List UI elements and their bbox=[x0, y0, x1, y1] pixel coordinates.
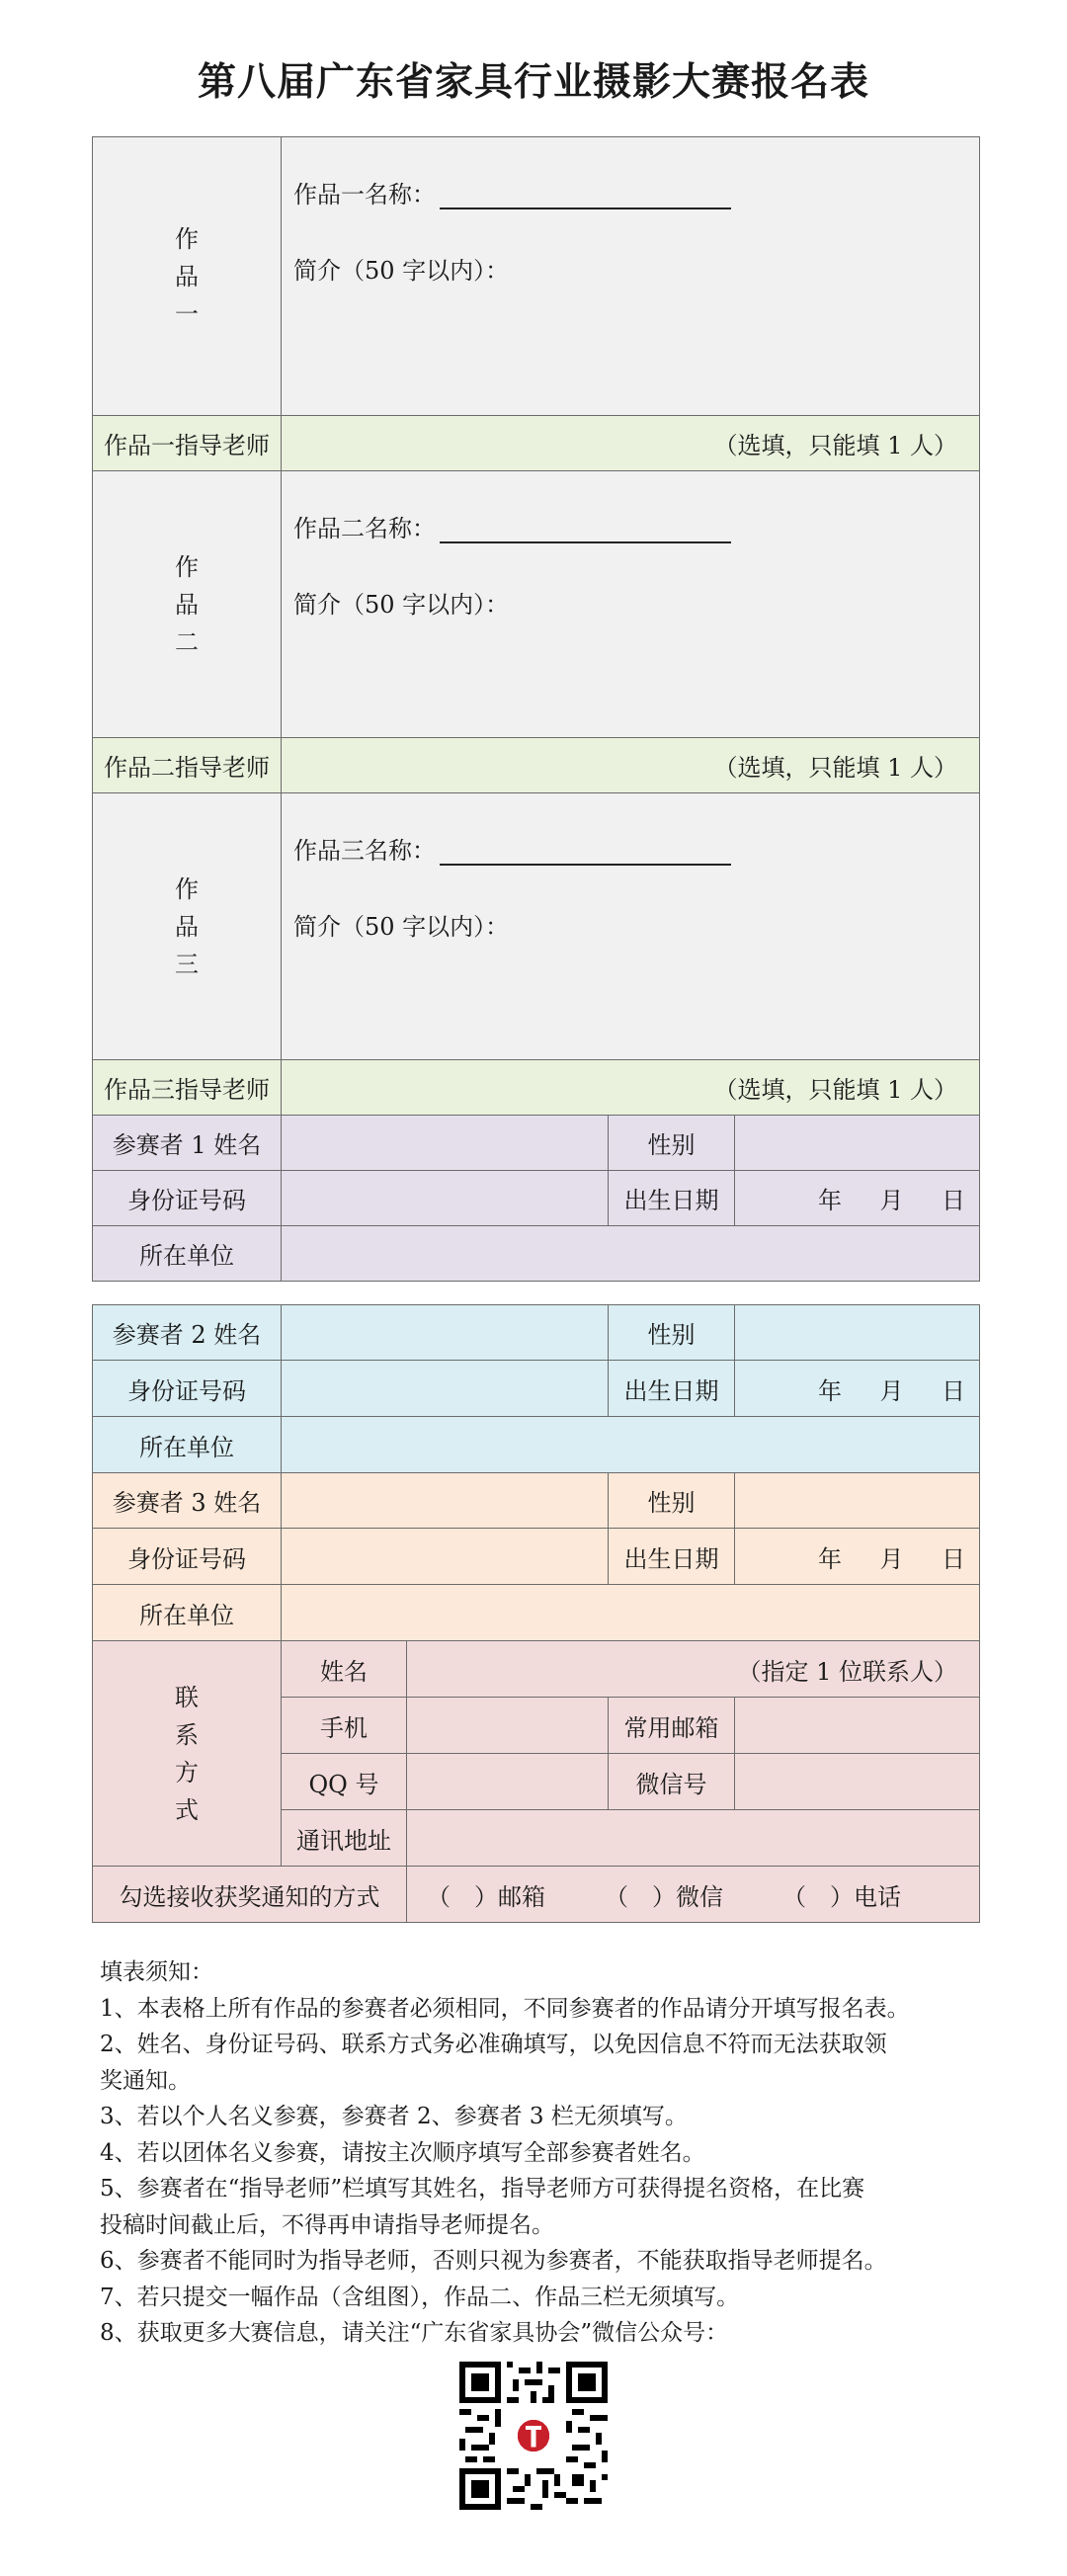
contact-qq-label: QQ 号 bbox=[282, 1754, 407, 1810]
p2-id-row bbox=[93, 1361, 980, 1417]
p1-name-row bbox=[93, 1116, 980, 1171]
p3-birth-label: 出生日期 bbox=[609, 1529, 735, 1585]
contact-wechat-label: 微信号 bbox=[609, 1754, 735, 1810]
notify-row bbox=[93, 1867, 980, 1923]
notify-email-option[interactable]: （ ）邮箱 bbox=[427, 1882, 545, 1911]
p2-birth-label: 出生日期 bbox=[609, 1361, 735, 1417]
teacher-label-2: 作品二指导老师 bbox=[93, 738, 282, 793]
teacher-input-3[interactable]: （选填，只能填 1 人） bbox=[282, 1060, 980, 1116]
p1-id-input[interactable] bbox=[282, 1171, 609, 1226]
p3-gender-input[interactable] bbox=[735, 1473, 980, 1529]
work-row-1 bbox=[93, 137, 980, 416]
notify-label: 勾选接收获奖通知的方式 bbox=[93, 1867, 407, 1923]
contact-qq-input[interactable] bbox=[407, 1754, 609, 1810]
note-item: 3、若以个人名义参赛，参赛者 2、参赛者 3 栏无须填写。 bbox=[100, 2104, 688, 2129]
contact-name-label: 姓名 bbox=[282, 1641, 407, 1698]
p1-unit-row bbox=[93, 1226, 980, 1282]
contact-phone-label: 手机 bbox=[282, 1698, 407, 1754]
work-3-name-input[interactable] bbox=[440, 842, 731, 866]
note-item: 奖通知。 bbox=[100, 2067, 191, 2094]
contact-phone-input[interactable] bbox=[407, 1698, 609, 1754]
notify-phone-option[interactable]: （ ）电话 bbox=[782, 1882, 901, 1911]
work-1-field[interactable] bbox=[282, 137, 980, 416]
contact-email-input[interactable] bbox=[735, 1698, 980, 1754]
contact-name-input[interactable]: （指定 1 位联系人） bbox=[407, 1641, 980, 1698]
p2-id-input[interactable] bbox=[282, 1361, 609, 1417]
p2-name-label: 参赛者 2 姓名 bbox=[93, 1305, 282, 1361]
work-2-field[interactable] bbox=[282, 471, 980, 738]
p1-id-label: 身份证号码 bbox=[93, 1171, 282, 1226]
page-title: 第八届广东省家具行业摄影大赛报名表 bbox=[197, 59, 869, 105]
p3-name-label: 参赛者 3 姓名 bbox=[93, 1473, 282, 1529]
p2-name-input[interactable] bbox=[282, 1305, 609, 1361]
note-item: 1、本表格上所有作品的参赛者必须相同，不同参赛者的作品请分开填写报名表。 bbox=[100, 1995, 910, 2022]
p3-unit-input[interactable] bbox=[282, 1585, 980, 1641]
work-label-1: 作 品 一 bbox=[93, 137, 282, 416]
note-item: 投稿时间截止后，不得再申请指导老师提名。 bbox=[100, 2211, 554, 2238]
p2-name-row bbox=[93, 1305, 980, 1361]
notes bbox=[100, 1954, 989, 2352]
note-item: 7、若只提交一幅作品（含组图），作品二、作品三栏无须填写。 bbox=[100, 2284, 740, 2310]
work-3-name-label: 作品三名称： bbox=[293, 837, 436, 865]
p3-unit-row bbox=[93, 1585, 980, 1641]
note-item: 8、获取更多大赛信息，请关注“广东省家具协会”微信公众号： bbox=[100, 2320, 729, 2346]
p3-unit-label: 所在单位 bbox=[93, 1585, 282, 1641]
note-item: 4、若以团体名义参赛，请按主次顺序填写全部参赛者姓名。 bbox=[100, 2139, 705, 2166]
teacher-row-2 bbox=[93, 738, 980, 793]
contact-address-input[interactable] bbox=[407, 1810, 980, 1867]
p3-birth-input[interactable]: 年 月 日 bbox=[735, 1529, 980, 1585]
notes-heading: 填表须知： bbox=[100, 1959, 213, 1985]
work-1-name-input[interactable] bbox=[440, 186, 731, 209]
work-2-name-label: 作品二名称： bbox=[293, 515, 436, 542]
work-label-2: 作 品 二 bbox=[93, 471, 282, 738]
p3-name-row bbox=[93, 1473, 980, 1529]
p2-id-label: 身份证号码 bbox=[93, 1361, 282, 1417]
teacher-input-2[interactable]: （选填，只能填 1 人） bbox=[282, 738, 980, 793]
work-2-intro-label: 简介（50 字以内）： bbox=[293, 591, 510, 619]
qr-code-icon bbox=[459, 2362, 608, 2510]
notify-options bbox=[407, 1867, 980, 1923]
p3-name-input[interactable] bbox=[282, 1473, 609, 1529]
participants-table bbox=[92, 1304, 980, 1923]
p3-gender-label: 性别 bbox=[609, 1473, 735, 1529]
p2-unit-input[interactable] bbox=[282, 1417, 980, 1473]
p2-gender-label: 性别 bbox=[609, 1305, 735, 1361]
teacher-input-1[interactable]: （选填，只能填 1 人） bbox=[282, 416, 980, 471]
notify-wechat-option[interactable]: （ ）微信 bbox=[605, 1882, 723, 1911]
work-label-3: 作 品 三 bbox=[93, 793, 282, 1060]
teacher-label-1: 作品一指导老师 bbox=[93, 416, 282, 471]
work-1-name-label: 作品一名称： bbox=[293, 181, 436, 208]
contact-label: 联 系 方 式 bbox=[93, 1641, 282, 1867]
p3-id-row bbox=[93, 1529, 980, 1585]
contact-email-label: 常用邮箱 bbox=[609, 1698, 735, 1754]
p1-unit-input[interactable] bbox=[282, 1226, 980, 1282]
p1-name-input[interactable] bbox=[282, 1116, 609, 1171]
contact-wechat-input[interactable] bbox=[735, 1754, 980, 1810]
p2-birth-input[interactable]: 年 月 日 bbox=[735, 1361, 980, 1417]
p1-name-label: 参赛者 1 姓名 bbox=[93, 1116, 282, 1171]
work-3-intro-label: 简介（50 字以内）： bbox=[293, 913, 510, 941]
work-3-field[interactable] bbox=[282, 793, 980, 1060]
works-table bbox=[92, 136, 980, 1282]
work-1-intro-label: 简介（50 字以内）： bbox=[293, 257, 510, 285]
teacher-row-3 bbox=[93, 1060, 980, 1116]
p1-gender-label: 性别 bbox=[609, 1116, 735, 1171]
p1-gender-input[interactable] bbox=[735, 1116, 980, 1171]
p1-birth-input[interactable]: 年 月 日 bbox=[735, 1171, 980, 1226]
p3-id-input[interactable] bbox=[282, 1529, 609, 1585]
teacher-row-1 bbox=[93, 416, 980, 471]
contact-address-label: 通讯地址 bbox=[282, 1810, 407, 1867]
teacher-label-3: 作品三指导老师 bbox=[93, 1060, 282, 1116]
p1-id-row bbox=[93, 1171, 980, 1226]
note-item: 5、参赛者在“指导老师”栏填写其姓名，指导老师方可获得提名资格，在比赛 bbox=[100, 2176, 865, 2202]
p1-birth-label: 出生日期 bbox=[609, 1171, 735, 1226]
p1-unit-label: 所在单位 bbox=[93, 1226, 282, 1282]
work-row-2 bbox=[93, 471, 980, 738]
work-row-3 bbox=[93, 793, 980, 1060]
note-item: 6、参赛者不能同时为指导老师，否则只视为参赛者，不能获取指导老师提名。 bbox=[100, 2248, 887, 2274]
p2-unit-row bbox=[93, 1417, 980, 1473]
p3-id-label: 身份证号码 bbox=[93, 1529, 282, 1585]
contact-name-row bbox=[93, 1641, 980, 1698]
note-item: 2、姓名、身份证号码、联系方式务必准确填写，以免因信息不符而无法获取领 bbox=[100, 2032, 887, 2057]
p2-gender-input[interactable] bbox=[735, 1305, 980, 1361]
work-2-name-input[interactable] bbox=[440, 520, 731, 543]
p2-unit-label: 所在单位 bbox=[93, 1417, 282, 1473]
